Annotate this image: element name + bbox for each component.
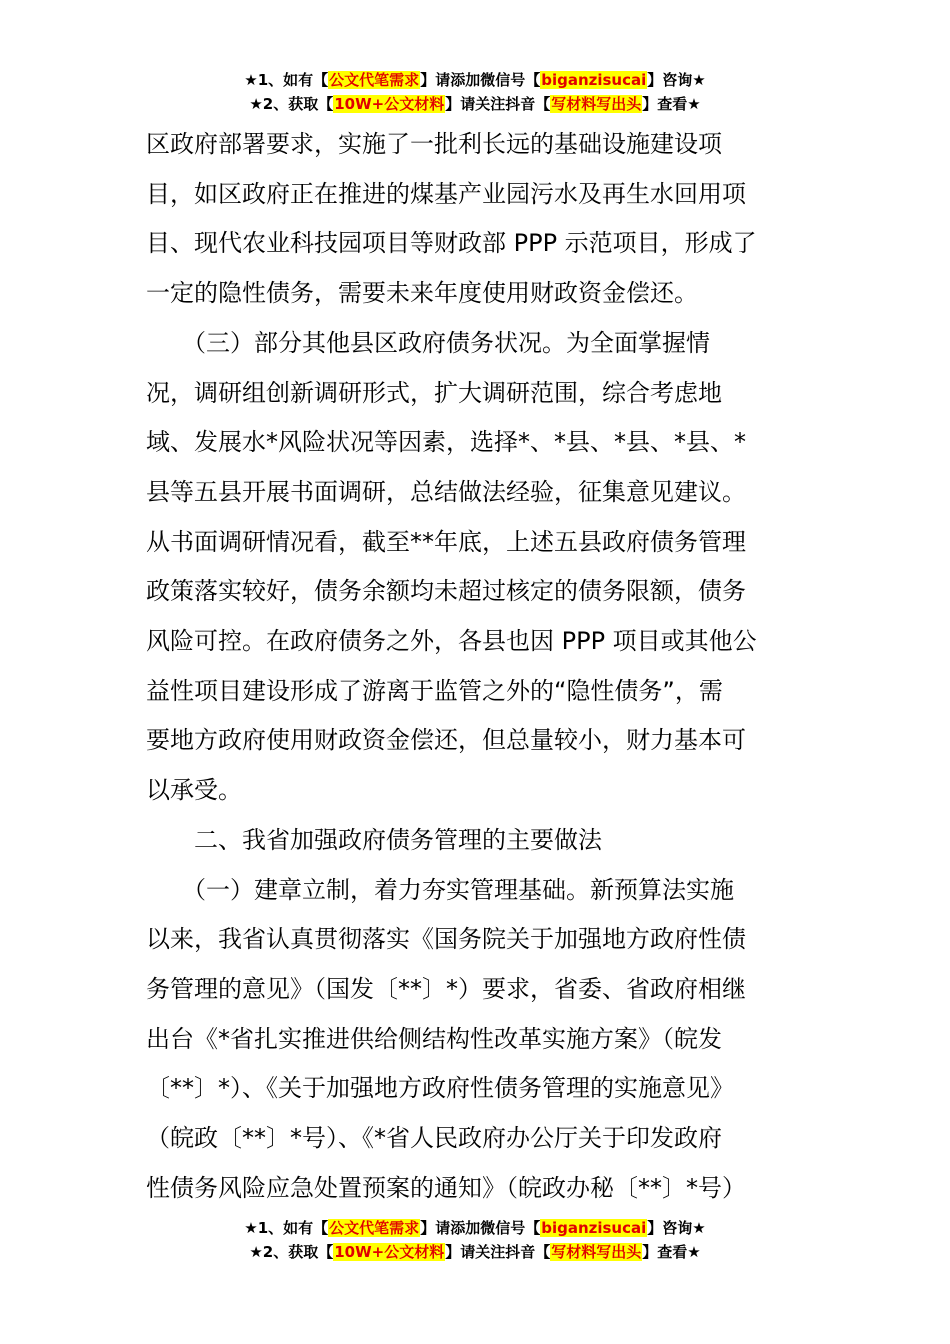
text-line: 务管理的意见》（国发〔**〕*）要求，省委、省政府相继 [146,974,746,1003]
text-line: 一定的隐性债务，需要未来年度使用财政资金偿还。 [146,279,698,308]
banner-line-1: ★1、如有【公文代笔需求】请添加微信号【biganzisucai】咨询★ [244,71,706,89]
text-line: 县等五县开展书面调研，总结做法经验，征集意见建议。 [146,477,746,506]
text-line: 区政府部署要求，实施了一批利长远的基础设施建设项 [146,130,722,158]
text-line: 目，如区政府正在推进的煤基产业园污水及再生水回用项 [146,179,746,208]
banner-line-2: ★2、获取【10W+公文材料】请关注抖音【写材料写出头】查看★ [249,1243,701,1261]
highlight-service: 公文代笔需求 [329,1219,420,1237]
highlight-service: 公文代笔需求 [329,71,420,89]
text-line: 益性项目建设形成了游离于监管之外的“隐性债务”，需 [146,676,723,705]
text-line: 况，调研组创新调研形式，扩大调研范围，综合考虑地 [146,378,722,407]
highlight-wechat-id: biganzisucai [541,1219,647,1237]
text-line: 〔**〕*）、《关于加强地方政府性债务管理的实施意见》 [146,1074,734,1103]
text-line: 政策落实较好，债务余额均未超过核定的债务限额，债务 [146,577,746,606]
highlight-materials: 10W+公文材料 [334,1243,445,1261]
text-line: 以承受。 [146,776,242,805]
section-heading-2: 二、我省加强政府债务管理的主要做法 [146,825,602,854]
text-line: 域、发展水*风险状况等因素，选择*、*县、*县、*县、* [146,428,746,457]
text-line: 风险可控。在政府债务之外，各县也因 PPP 项目或其他公 [146,627,757,656]
text-line: 出台《*省扎实推进供给侧结构性改革实施方案》（皖发 [146,1024,722,1053]
text-line: 要地方政府使用财政资金偿还，但总量较小，财力基本可 [146,726,746,755]
text-line: 从书面调研情况看，截至**年底，上述五县政府债务管理 [146,527,746,556]
text-line: 目、现代农业科技园项目等财政部 PPP 示范项目，形成了 [146,229,757,258]
banner-line-1: ★1、如有【公文代笔需求】请添加微信号【biganzisucai】咨询★ [244,1219,706,1237]
highlight-wechat-id: biganzisucai [541,71,647,89]
header-banner [0,68,950,116]
highlight-douyin: 写材料写出头 [551,95,642,113]
highlight-materials: 10W+公文材料 [334,95,445,113]
text-line: 以来，我省认真贯彻落实《国务院关于加强地方政府性债 [146,925,746,954]
text-line: （皖政〔**〕*号）、《*省人民政府办公厅关于印发政府 [146,1124,722,1153]
text-line: 性债务风险应急处置预案的通知》（皖政办秘〔**〕*号） [146,1173,746,1202]
banner-line-2: ★2、获取【10W+公文材料】请关注抖音【写材料写出头】查看★ [249,95,701,113]
subsection-heading-1: （一）建章立制，着力夯实管理基础。新预算法实施 [146,875,734,904]
document-body [146,120,806,1213]
highlight-douyin: 写材料写出头 [551,1243,642,1261]
section-heading-3: （三）部分其他县区政府债务状况。为全面掌握情 [146,328,710,357]
footer-banner [0,1216,950,1264]
